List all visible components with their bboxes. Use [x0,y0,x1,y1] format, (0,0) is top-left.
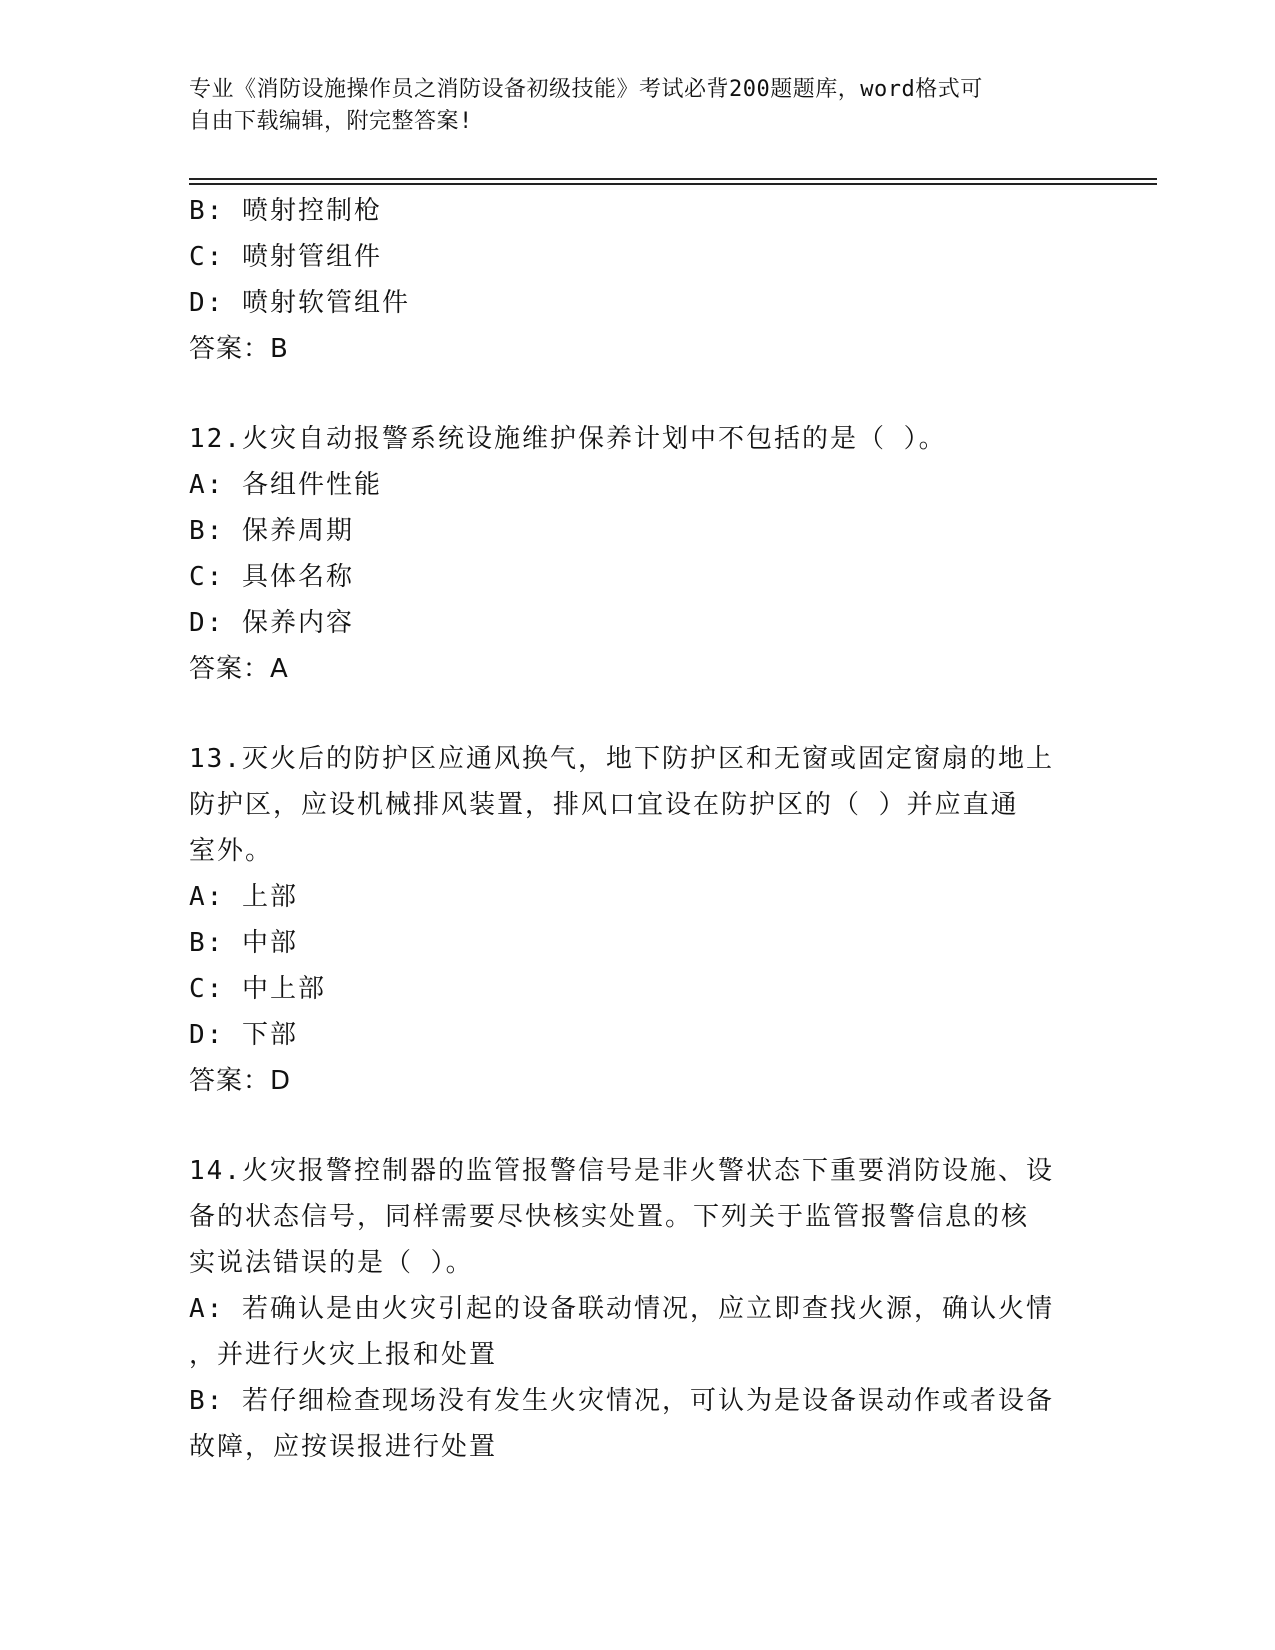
question-11 [189,188,1089,372]
question-stem-line-2: 备的状态信号，同样需要尽快核实处置。下列关于监管报警信息的核 [189,1202,1030,1232]
question-13 [189,736,1089,1104]
option-b: B: 中部 [189,928,298,958]
option-c: C: 中上部 [189,974,326,1004]
answer-line: 答案：D [189,1066,292,1096]
header-divider-bottom [189,183,1157,185]
option-a-line-1: A: 若确认是由火灾引起的设备联动情况，应立即查找火源，确认火情 [189,1294,1054,1324]
question-stem-line-1: 13.灭火后的防护区应通风换气，地下防护区和无窗或固定窗扇的地上 [189,744,1054,774]
option-a: A: 各组件性能 [189,470,382,500]
question-12 [189,416,1089,692]
spacer [189,1104,1089,1148]
option-d: D: 下部 [189,1020,298,1050]
page-header [189,74,1089,138]
question-stem-line-3: 室外。 [189,836,274,866]
question-14 [189,1148,1089,1470]
spacer [189,692,1089,736]
header-line-1: 专业《消防设施操作员之消防设备初级技能》考试必背200题题库，word格式可 [189,77,983,102]
option-b-line-2: 故障，应按误报进行处置 [189,1432,498,1462]
option-b: B: 喷射控制枪 [189,196,382,226]
answer-line: 答案：B [189,334,289,364]
option-a-line-2: ，并进行火灾上报和处置 [189,1340,498,1370]
question-stem-line-2: 防护区，应设机械排风装置，排风口宜设在防护区的（ ）并应直通 [189,790,1019,820]
question-list [189,188,1089,1470]
option-c: C: 具体名称 [189,562,354,592]
spacer [189,372,1089,416]
option-b: B: 保养周期 [189,516,354,546]
option-c: C: 喷射管组件 [189,242,382,272]
option-b-line-1: B: 若仔细检查现场没有发生火灾情况，可认为是设备误动作或者设备 [189,1386,1054,1416]
header-divider-top [189,178,1157,180]
answer-line: 答案：A [189,654,289,684]
option-d: D: 喷射软管组件 [189,288,410,318]
question-stem-line-3: 实说法错误的是（ ）。 [189,1248,474,1278]
option-a: A: 上部 [189,882,298,912]
question-stem: 12.火灾自动报警系统设施维护保养计划中不包括的是（ ）。 [189,424,947,454]
header-line-2: 自由下载编辑，附完整答案! [189,109,473,134]
question-stem-line-1: 14.火灾报警控制器的监管报警信号是非火警状态下重要消防设施、设 [189,1156,1054,1186]
option-d: D: 保养内容 [189,608,354,638]
